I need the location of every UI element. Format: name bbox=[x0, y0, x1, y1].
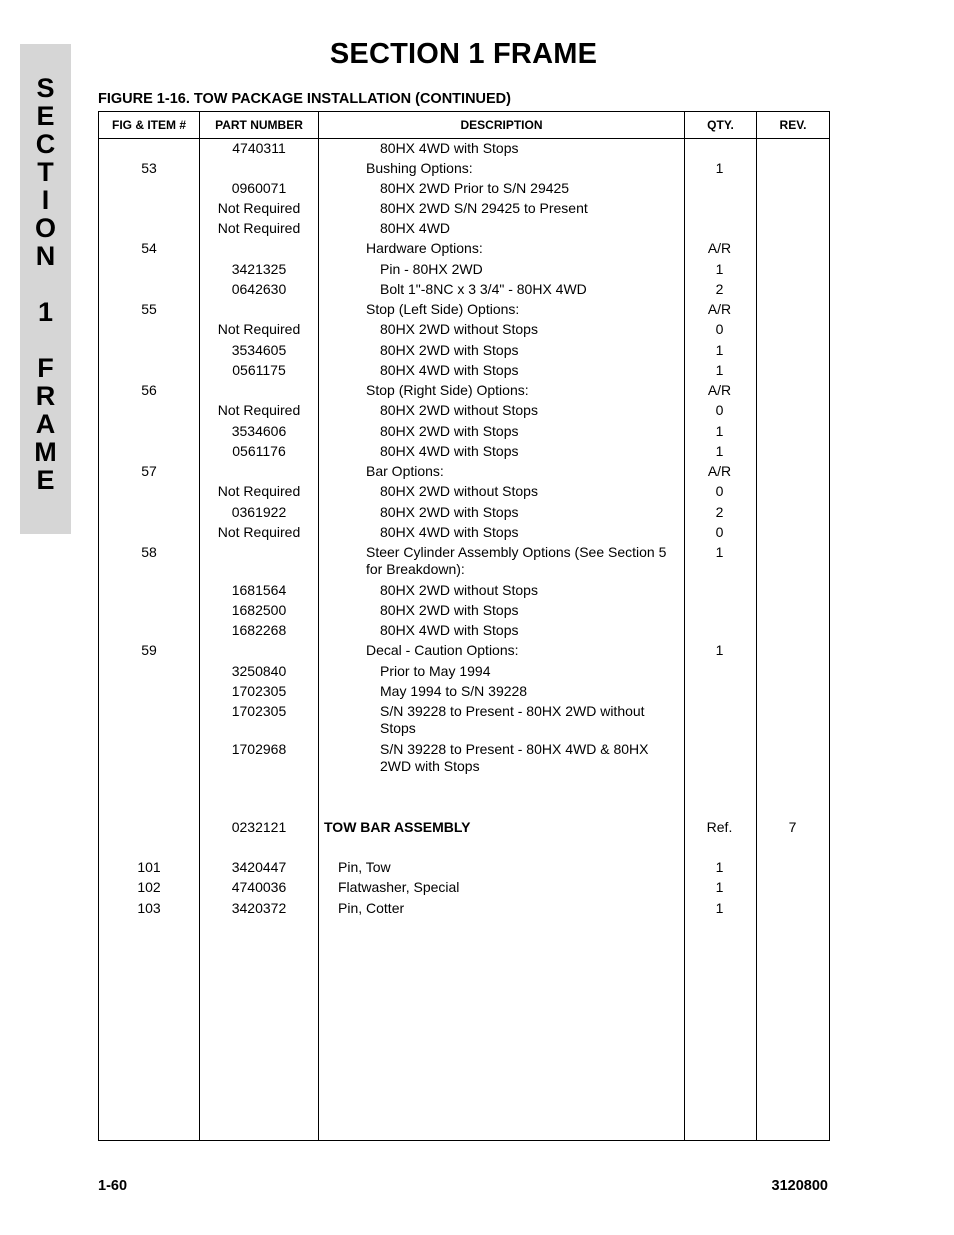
header-divider bbox=[99, 138, 829, 139]
part-number-cell: 3420447 bbox=[231, 859, 287, 875]
description-cell: Pin, Cotter bbox=[338, 900, 405, 916]
side-tab-letter: O bbox=[34, 213, 56, 243]
qty-cell: 2 bbox=[715, 504, 724, 520]
side-tab-letter: S bbox=[36, 73, 55, 103]
part-number-cell: 0642630 bbox=[231, 281, 287, 297]
part-number-cell: 0561176 bbox=[232, 443, 286, 459]
qty-cell: 1 bbox=[715, 443, 724, 459]
qty-cell: 1 bbox=[715, 423, 724, 439]
part-number-cell: Not Required bbox=[217, 321, 301, 337]
description-cell: 80HX 2WD S/N 29425 to Present bbox=[380, 200, 588, 216]
part-number-cell: Not Required bbox=[217, 483, 301, 499]
column-divider bbox=[318, 112, 319, 1140]
qty-cell: A/R bbox=[707, 463, 732, 479]
description-cell: 80HX 4WD with Stops bbox=[380, 443, 519, 459]
description-cell: Hardware Options: bbox=[366, 240, 483, 256]
description-cell: Bar Options: bbox=[366, 463, 444, 479]
part-number-cell: Not Required bbox=[217, 524, 301, 540]
fig-item-cell: 102 bbox=[137, 879, 161, 895]
part-number-cell: 4740036 bbox=[231, 879, 287, 895]
figure-title: FIGURE 1-16. TOW PACKAGE INSTALLATION (CONTINUED) bbox=[98, 91, 511, 107]
fig-item-cell: 54 bbox=[141, 240, 157, 256]
part-number-cell: Not Required bbox=[217, 402, 301, 418]
qty-cell: 1 bbox=[715, 642, 724, 658]
part-number-cell: 1702968 bbox=[231, 741, 287, 757]
column-divider bbox=[756, 112, 757, 1140]
part-number-cell: 3534605 bbox=[231, 342, 287, 358]
header-description: DESCRIPTION bbox=[460, 118, 543, 132]
description-cell: Bolt 1"-8NC x 3 3/4" - 80HX 4WD bbox=[380, 281, 587, 297]
side-tab-letters bbox=[20, 74, 71, 494]
page-number: 1-60 bbox=[98, 1178, 128, 1194]
part-number-cell: Not Required bbox=[217, 220, 301, 236]
description-cell: 80HX 2WD without Stops bbox=[380, 402, 538, 418]
fig-item-cell: 58 bbox=[141, 544, 157, 560]
qty-cell: 1 bbox=[715, 160, 724, 176]
description-cell: May 1994 to S/N 39228 bbox=[380, 683, 528, 699]
part-number-cell: Not Required bbox=[217, 200, 301, 216]
description-cell: 80HX 2WD with Stops bbox=[380, 342, 519, 358]
description-cell: Stop (Right Side) Options: bbox=[366, 382, 529, 398]
fig-item-cell: 57 bbox=[141, 463, 157, 479]
description-cell: 80HX 2WD with Stops bbox=[380, 423, 519, 439]
description-cell: Pin, Tow bbox=[338, 859, 391, 875]
qty-cell: 2 bbox=[715, 281, 724, 297]
description-cell: S/N 39228 to Present - 80HX 2WD without Stops bbox=[380, 703, 645, 736]
part-number-cell: 1682268 bbox=[231, 622, 287, 638]
description-cell: Stop (Left Side) Options: bbox=[366, 301, 520, 317]
description-cell: 80HX 2WD Prior to S/N 29425 bbox=[380, 180, 570, 196]
description-cell: S/N 39228 to Present - 80HX 4WD & 80HX 2WD with Stops bbox=[380, 741, 649, 774]
part-number-cell: 1681564 bbox=[231, 582, 287, 598]
description-cell: 80HX 2WD with Stops bbox=[380, 602, 519, 618]
part-number-cell: 1682500 bbox=[231, 602, 287, 618]
fig-item-cell: 53 bbox=[141, 160, 157, 176]
description-cell: 80HX 4WD bbox=[380, 220, 451, 236]
description-cell: 80HX 2WD without Stops bbox=[380, 321, 538, 337]
qty-cell: 0 bbox=[715, 321, 724, 337]
side-tab-letter: N bbox=[35, 241, 56, 271]
qty-cell: 0 bbox=[715, 402, 724, 418]
description-cell: Flatwasher, Special bbox=[338, 879, 460, 895]
qty-cell: 1 bbox=[715, 362, 724, 378]
side-tab-letter: C bbox=[35, 129, 56, 159]
qty-cell: 1 bbox=[715, 859, 724, 875]
side-tab-letter: E bbox=[36, 465, 55, 495]
qty-cell: Ref. bbox=[706, 819, 733, 835]
header-qty: QTY. bbox=[707, 118, 734, 132]
side-tab-letter: A bbox=[35, 409, 56, 439]
part-number-cell: 3250840 bbox=[231, 663, 287, 679]
side-tab-letter: 1 bbox=[37, 297, 54, 327]
rev-cell: 7 bbox=[788, 819, 797, 835]
qty-cell: A/R bbox=[707, 240, 732, 256]
qty-cell: 1 bbox=[715, 342, 724, 358]
description-cell: TOW BAR ASSEMBLY bbox=[324, 819, 471, 835]
page-title: SECTION 1 FRAME bbox=[329, 38, 598, 70]
part-number-cell: 3534606 bbox=[231, 423, 287, 439]
fig-item-cell: 103 bbox=[137, 900, 161, 916]
section-side-tab bbox=[20, 44, 71, 534]
side-tab-letter: I bbox=[41, 185, 50, 215]
fig-item-cell: 59 bbox=[141, 642, 157, 658]
document-number: 3120800 bbox=[771, 1178, 828, 1194]
description-cell: Prior to May 1994 bbox=[380, 663, 491, 679]
side-tab-letter: R bbox=[35, 381, 56, 411]
part-number-cell: 0232121 bbox=[231, 819, 287, 835]
fig-item-cell: 56 bbox=[141, 382, 157, 398]
parts-table bbox=[98, 111, 830, 1141]
description-cell: Steer Cylinder Assembly Options (See Section 5 for Breakdown): bbox=[366, 544, 667, 577]
fig-item-cell: 101 bbox=[137, 859, 161, 875]
description-cell: Bushing Options: bbox=[366, 160, 473, 176]
description-cell: 80HX 4WD with Stops bbox=[380, 524, 519, 540]
part-number-cell: 0361922 bbox=[231, 504, 287, 520]
part-number-cell: 0561175 bbox=[232, 362, 286, 378]
qty-cell: 1 bbox=[715, 879, 724, 895]
qty-cell: 1 bbox=[715, 544, 724, 560]
qty-cell: A/R bbox=[707, 382, 732, 398]
description-cell: 80HX 4WD with Stops bbox=[380, 362, 519, 378]
description-cell: 80HX 4WD with Stops bbox=[380, 140, 519, 156]
side-tab-letter: E bbox=[36, 101, 55, 131]
description-cell: 80HX 2WD without Stops bbox=[380, 582, 538, 598]
description-cell: 80HX 4WD with Stops bbox=[380, 622, 519, 638]
header-rev: REV. bbox=[779, 118, 807, 132]
description-cell: Pin - 80HX 2WD bbox=[380, 261, 483, 277]
part-number-cell: 4740311 bbox=[232, 140, 286, 156]
part-number-cell: 1702305 bbox=[231, 703, 287, 719]
side-tab-letter: F bbox=[37, 353, 54, 383]
qty-cell: 1 bbox=[715, 261, 724, 277]
qty-cell: A/R bbox=[707, 301, 732, 317]
description-cell: 80HX 2WD without Stops bbox=[380, 483, 538, 499]
fig-item-cell: 55 bbox=[141, 301, 157, 317]
part-number-cell: 1702305 bbox=[231, 683, 287, 699]
description-cell: Decal - Caution Options: bbox=[366, 642, 519, 658]
part-number-cell: 3421325 bbox=[231, 261, 287, 277]
qty-cell: 1 bbox=[715, 900, 724, 916]
description-cell: 80HX 2WD with Stops bbox=[380, 504, 519, 520]
qty-cell: 0 bbox=[715, 483, 724, 499]
qty-cell: 0 bbox=[715, 524, 724, 540]
part-number-cell: 3420372 bbox=[231, 900, 287, 916]
side-tab-letter: T bbox=[37, 157, 54, 187]
part-number-cell: 0960071 bbox=[231, 180, 287, 196]
side-tab-letter: M bbox=[34, 437, 57, 467]
header-fig-item: FIG & ITEM # bbox=[111, 118, 186, 132]
header-part-number: PART NUMBER bbox=[215, 118, 303, 132]
